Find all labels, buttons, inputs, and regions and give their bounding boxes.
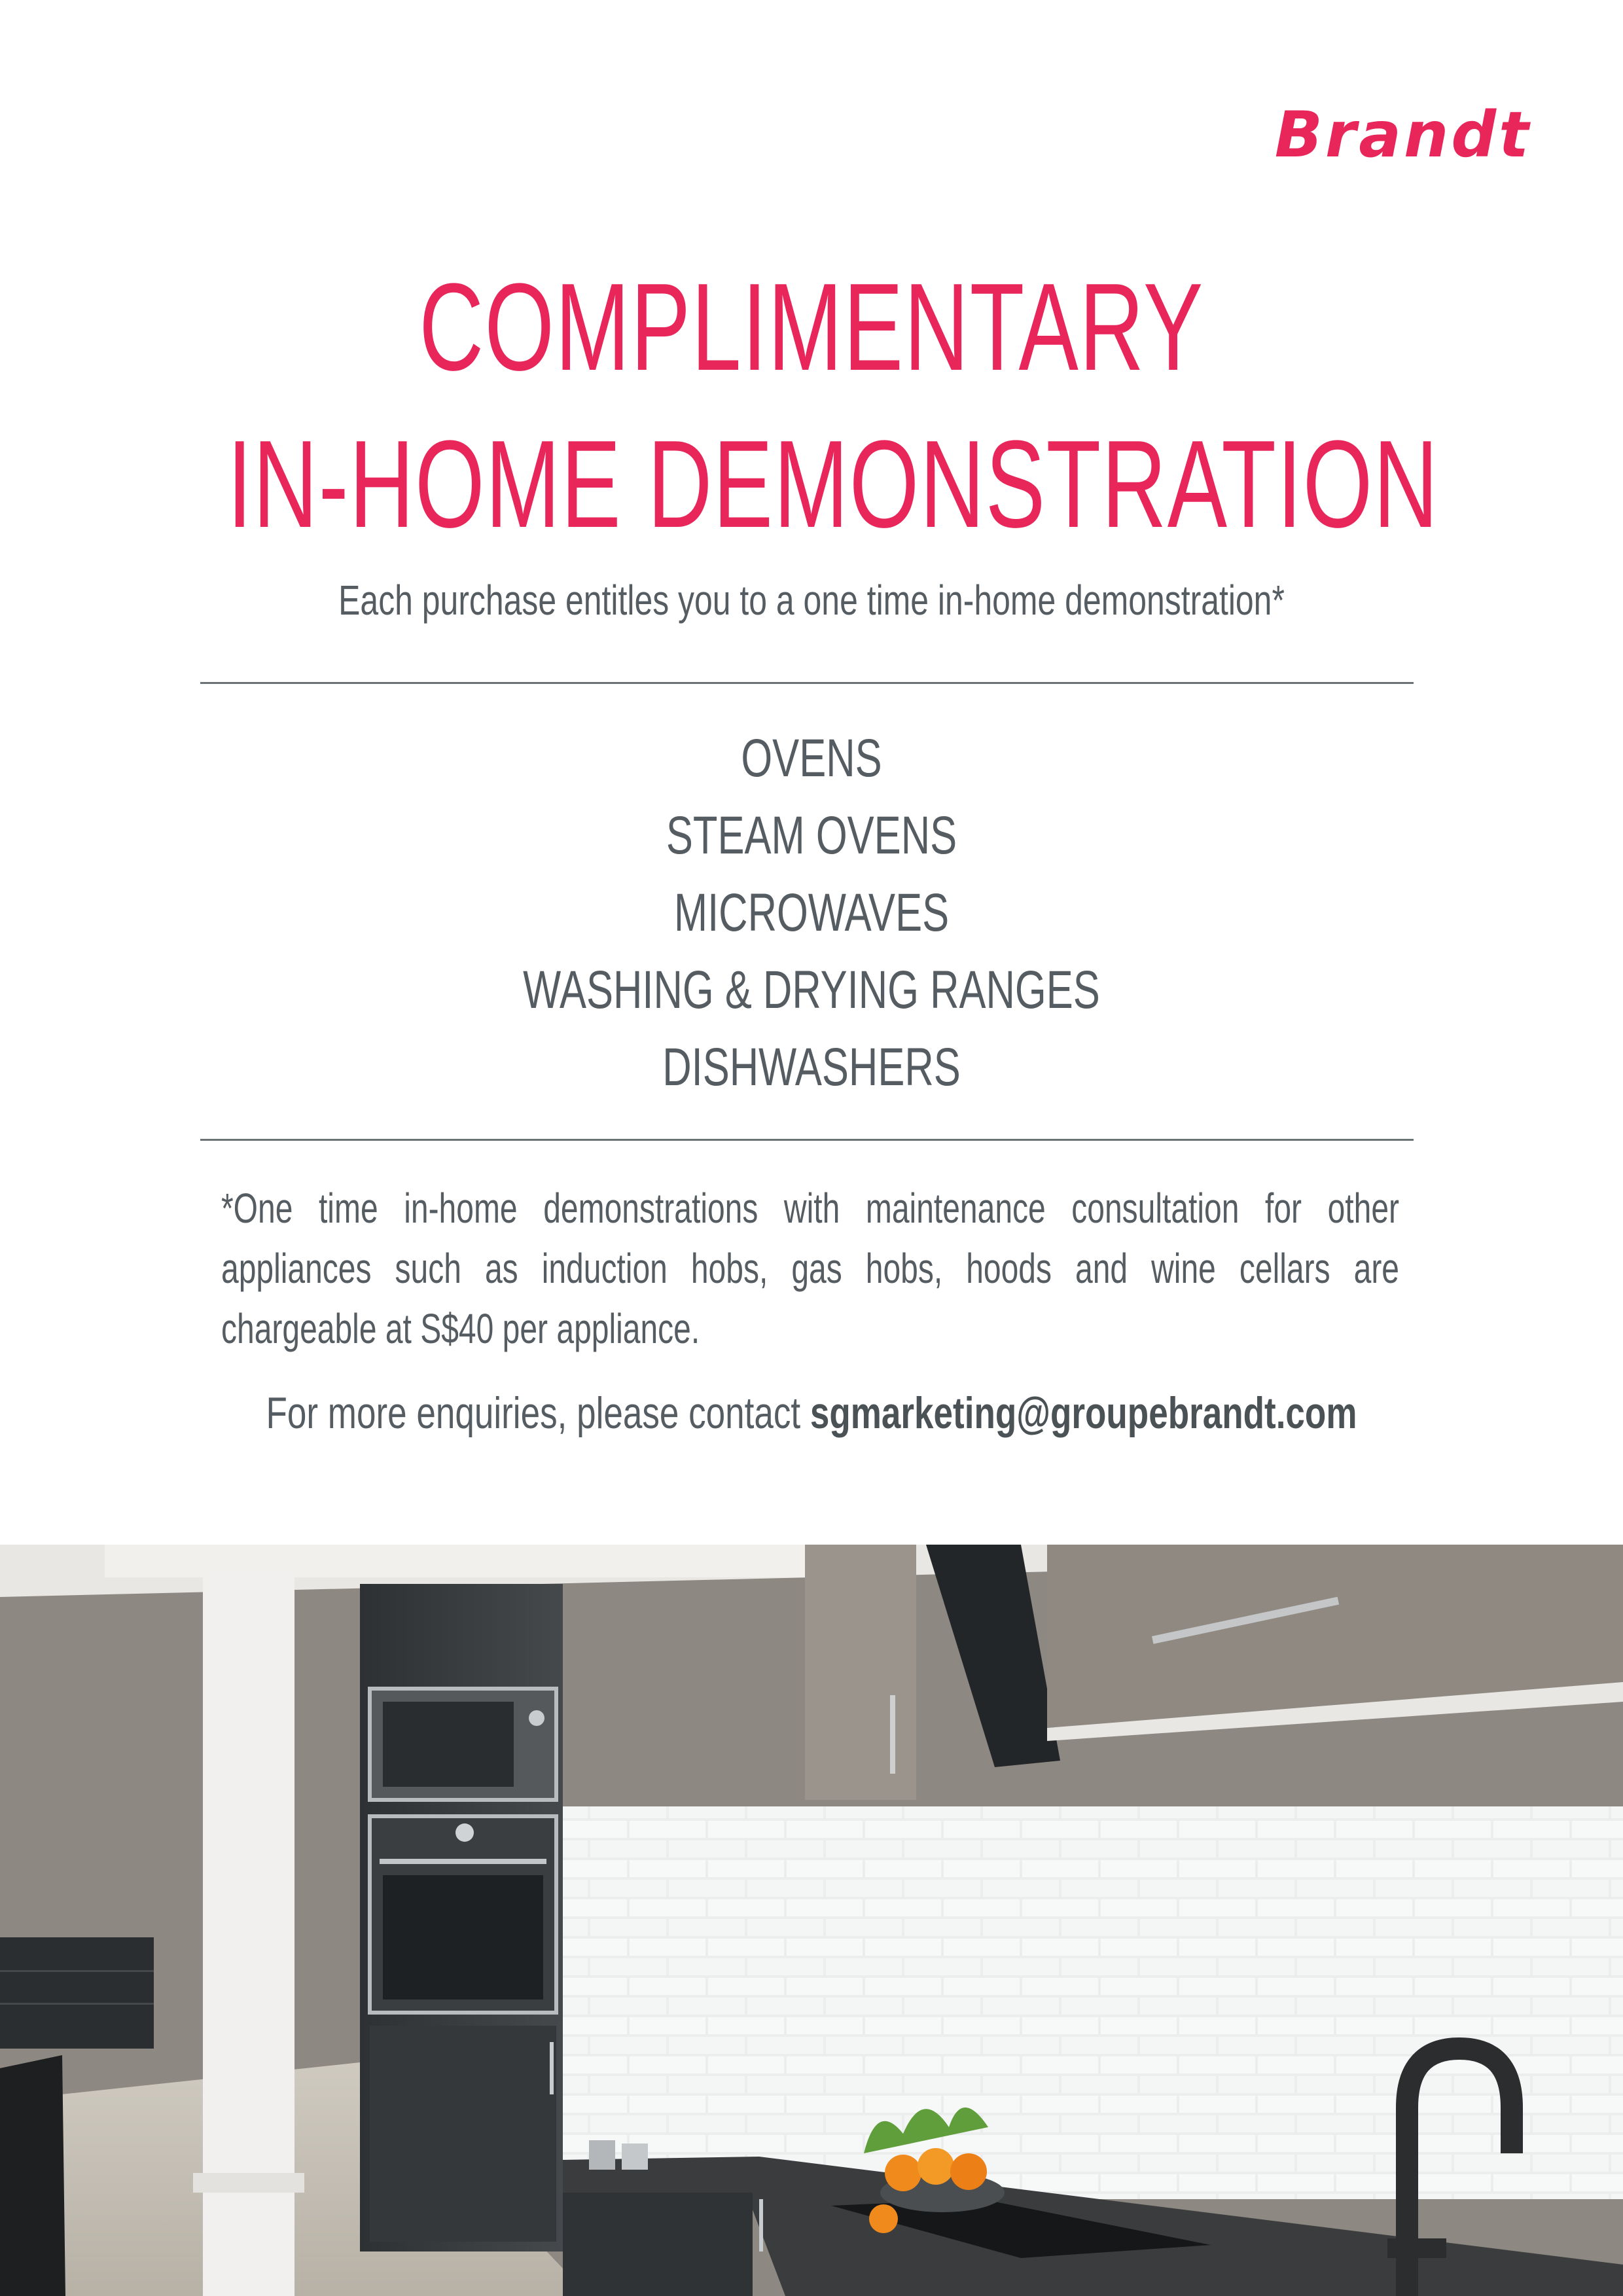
list-item: OVENS bbox=[741, 728, 882, 788]
title-line-1: COMPLIMENTARY bbox=[419, 258, 1204, 397]
footnote bbox=[221, 1178, 1399, 1359]
page-title bbox=[227, 249, 1439, 563]
title-line-2: IN-HOME DEMONSTRATION bbox=[227, 415, 1439, 554]
list-item: WASHING & DRYING RANGES bbox=[523, 960, 1100, 1020]
contact-line bbox=[179, 1388, 1444, 1439]
contact-prefix: For more enquiries, please contact bbox=[266, 1388, 810, 1438]
list-item: MICROWAVES bbox=[673, 883, 950, 942]
subtitle: Each purchase entitles you to a one time in-home demonstration* bbox=[338, 577, 1285, 624]
divider-top bbox=[200, 682, 1414, 684]
contact-email-link[interactable]: sgmarketing@groupebrandt.com bbox=[810, 1388, 1357, 1438]
list-item: STEAM OVENS bbox=[666, 806, 957, 865]
divider-bottom bbox=[200, 1139, 1414, 1141]
footnote-text: *One time in-home demonstrations with maintenance consultation for other appliances such as induction hobs, gas hobs, hoods and wine cellars are chargeable at S$40 per appliance. bbox=[221, 1185, 1399, 1352]
brand-logo: Brandt bbox=[1274, 98, 1531, 171]
appliance-list bbox=[0, 720, 1623, 1106]
kitchen-photo bbox=[0, 1545, 1623, 2296]
list-item: DISHWASHERS bbox=[662, 1037, 961, 1097]
